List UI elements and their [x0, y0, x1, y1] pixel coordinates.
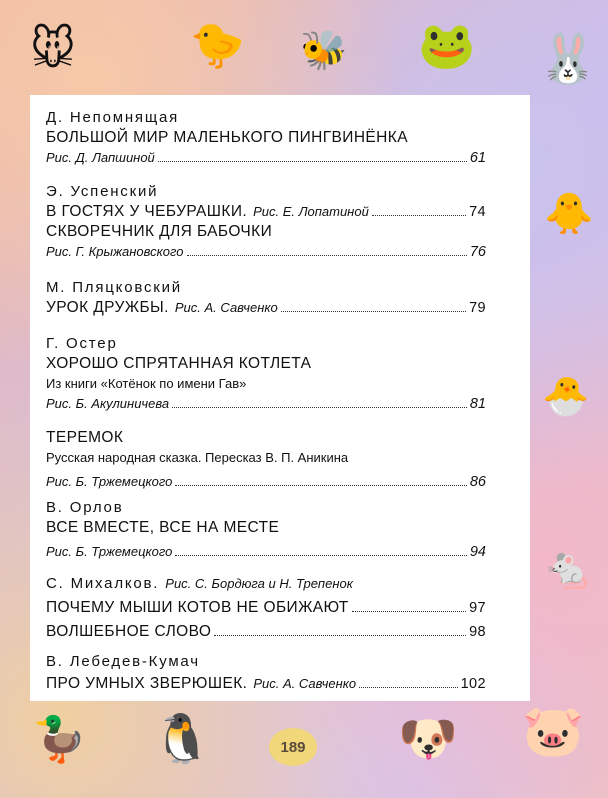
dog-icon: 🐶 [398, 713, 458, 766]
page-ref: 97 [469, 600, 486, 616]
story-title: ПОЧЕМУ МЫШИ КОТОВ НЕ ОБИЖАЮТ [46, 599, 349, 616]
author: Э. Успенский [46, 183, 159, 200]
toc-entry [46, 278, 486, 318]
toc-entry [46, 652, 486, 694]
story-title: ПРО УМНЫХ ЗВЕРЮШЕК. [46, 675, 248, 692]
author: В. Орлов [46, 499, 124, 516]
story-title-row [46, 202, 486, 222]
toc-entry [46, 182, 486, 262]
story-title: ВСЕ ВМЕСТЕ, ВСЕ НА МЕСТЕ [46, 519, 280, 536]
page-ref: 81 [469, 396, 486, 412]
page-ref: 86 [469, 474, 486, 490]
page-ref: 79 [469, 300, 486, 316]
page-ref: 76 [469, 244, 486, 260]
story-title: ТЕРЕМОК [46, 429, 124, 446]
frog-icon: 🐸 [418, 19, 476, 71]
author: Г. Остер [46, 335, 118, 352]
toc-entry [46, 574, 486, 642]
page-ref: 94 [469, 544, 486, 560]
duckling-icon: 🐤 [190, 21, 245, 70]
subtitle: Из книги «Котёнок по имени Гав» [46, 376, 247, 391]
illustrator: Рис. Б. Тржемецкого [46, 474, 173, 489]
illustrator: Рис. С. Бордюга и Н. Трепенок [165, 576, 353, 591]
illustrator: Рис. Г. Крыжановского [46, 244, 184, 259]
author: Д. Непомнящая [46, 109, 180, 126]
author: С. Михалков. [46, 575, 160, 592]
illustration-row [46, 148, 486, 168]
chick-icon: 🐣 [542, 376, 590, 418]
story-title: В ГОСТЯХ У ЧЕБУРАШКИ. [46, 203, 248, 220]
penguin-icon: 🐧 [152, 713, 212, 766]
story-title: ВОЛШЕБНОЕ СЛОВО [46, 623, 212, 640]
author: В. Лебедев-Кумач [46, 653, 200, 670]
story-title: УРОК ДРУЖБЫ. [46, 299, 169, 316]
illustration-row [46, 394, 486, 414]
story-title: БОЛЬШОЙ МИР МАЛЕНЬКОГО ПИНГВИНЁНКА [46, 129, 408, 146]
mouse-icon: 🐁 [542, 545, 595, 592]
story-title-row [46, 298, 486, 318]
page-ref: 102 [460, 676, 486, 692]
duck-icon: 🦆 [32, 715, 87, 764]
story-title-row [46, 674, 486, 694]
page-ref: 61 [469, 150, 486, 166]
illustrator: Рис. Д. Лапшиной [46, 150, 155, 165]
story-title-row [46, 598, 486, 618]
story-title: СКВОРЕЧНИК ДЛЯ БАБОЧКИ [46, 223, 273, 240]
illustrator: Рис. А. Савченко [253, 676, 357, 691]
page-ref: 98 [469, 624, 486, 640]
toc-entry [46, 334, 486, 414]
rabbit-icon: 🐰 [538, 33, 598, 86]
subtitle: Русская народная сказка. Пересказ В. П. Аникина [46, 450, 349, 465]
story-title: ХОРОШО СПРЯТАННАЯ КОТЛЕТА [46, 355, 312, 372]
mouse-icon: 🐭 [30, 25, 76, 74]
page-number: 189 [269, 728, 317, 766]
illustration-row [46, 542, 486, 562]
author: М. Пляцковский [46, 279, 182, 296]
toc-entry [46, 498, 486, 562]
story-title-row [46, 622, 486, 642]
page-ref: 74 [469, 204, 486, 220]
illustrator: Рис. А. Савченко [174, 300, 278, 315]
illustrator: Рис. Б. Акулиничева [46, 396, 170, 411]
toc-entry [46, 428, 486, 492]
chick-icon: 🐥 [544, 192, 594, 236]
toc-entry [46, 108, 486, 168]
pig-icon: 🐷 [522, 703, 585, 759]
illustration-row [46, 242, 486, 262]
author-row [46, 574, 486, 594]
bee-icon: 🐝 [300, 30, 348, 72]
illustration-row [46, 472, 486, 492]
illustrator: Рис. Б. Тржемецкого [46, 544, 173, 559]
illustrator: Рис. Е. Лопатиной [253, 204, 369, 219]
